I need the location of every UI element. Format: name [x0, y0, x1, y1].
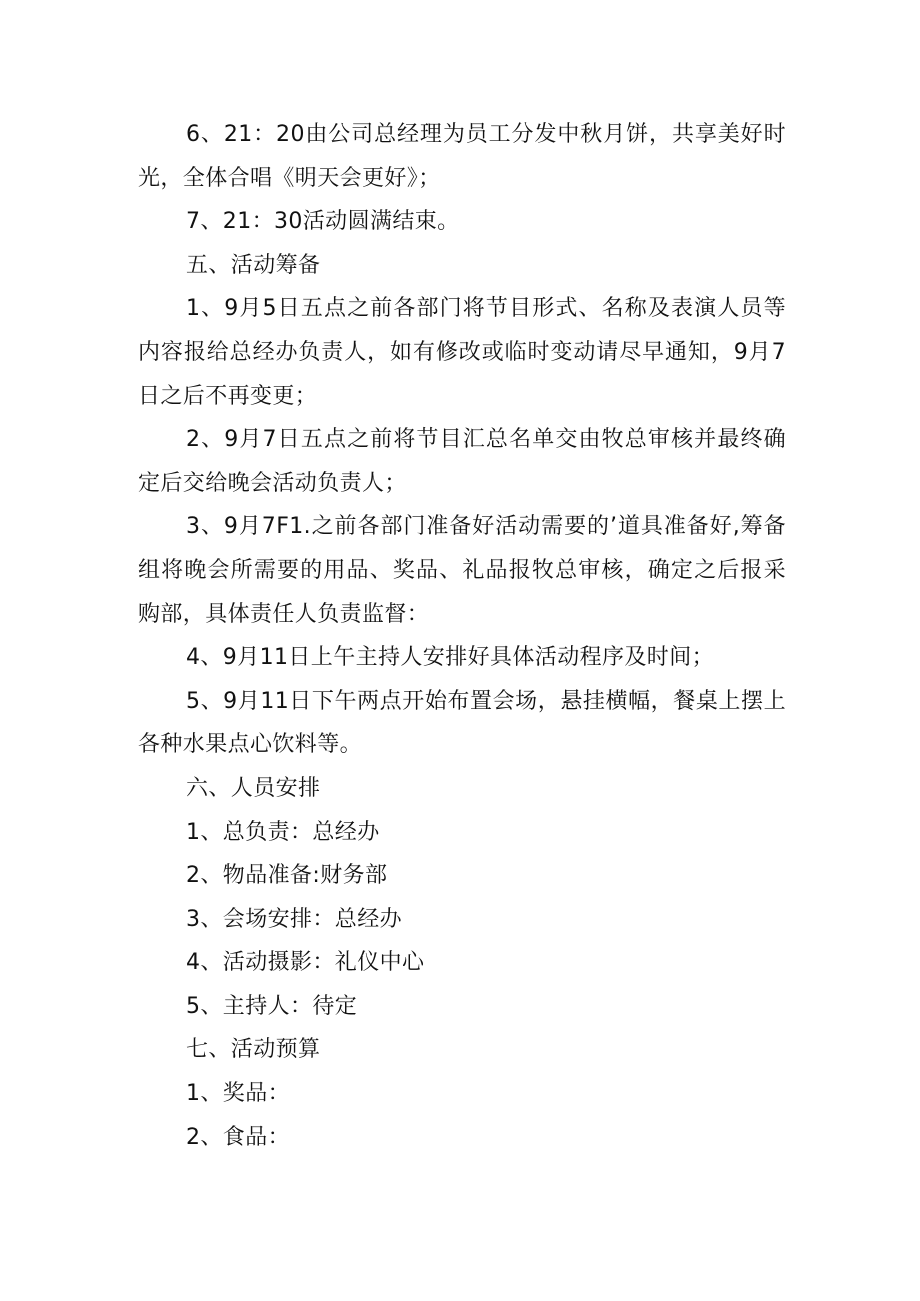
section-heading-preparation: 五、活动筹备	[186, 252, 321, 278]
paragraph-staff-1: 1、总负责：总经办	[186, 819, 380, 845]
paragraph-prep-2: 2、9月7日五点之前将节目汇总名单交由牧总审核并最终确定后交给晚会活动负责人；	[138, 427, 786, 496]
section-heading-budget: 七、活动预算	[186, 1037, 321, 1063]
section-heading-staffing: 六、人员安排	[186, 775, 321, 801]
paragraph-prep-5: 5、9月11日下午两点开始布置会场，悬挂横幅，餐桌上摆上各种水果点心饮料等。	[138, 688, 786, 758]
paragraph-budget-1: 1、奖品：	[186, 1081, 290, 1107]
paragraph-item-7-end: 7、21：30活动圆满结束。	[186, 209, 460, 235]
paragraph-prep-3: 3、9月7F1.之前各部门准备好活动需要的’道具准备好,筹备组将晚会所需要的用品、奖品、礼品报牧总审核，确定之后报采购部，具体责任人负责监督：	[138, 514, 786, 627]
paragraph-item-6-moon-cakes: 6、21：20由公司总经理为员工分发中秋月饼，共享美好时光，全体合唱《明天会更好》；	[138, 122, 786, 191]
paragraph-staff-2: 2、物品准备:财务部	[186, 863, 388, 889]
paragraph-prep-1: 1、9月5日五点之前各部门将节目形式、名称及表演人员等内容报给总经办负责人，如有修改或临时变动请尽早通知，9月7日之后不再变更；	[138, 296, 786, 409]
paragraph-staff-4: 4、活动摄影：礼仪中心	[186, 950, 425, 976]
document-body	[138, 113, 786, 1159]
paragraph-budget-2: 2、食品：	[186, 1124, 290, 1150]
paragraph-staff-3: 3、会场安排：总经办	[186, 906, 402, 932]
paragraph-prep-4: 4、9月11日上午主持人安排好具体活动程序及时间；	[186, 645, 714, 671]
paragraph-staff-5: 5、主持人：待定	[186, 993, 358, 1019]
